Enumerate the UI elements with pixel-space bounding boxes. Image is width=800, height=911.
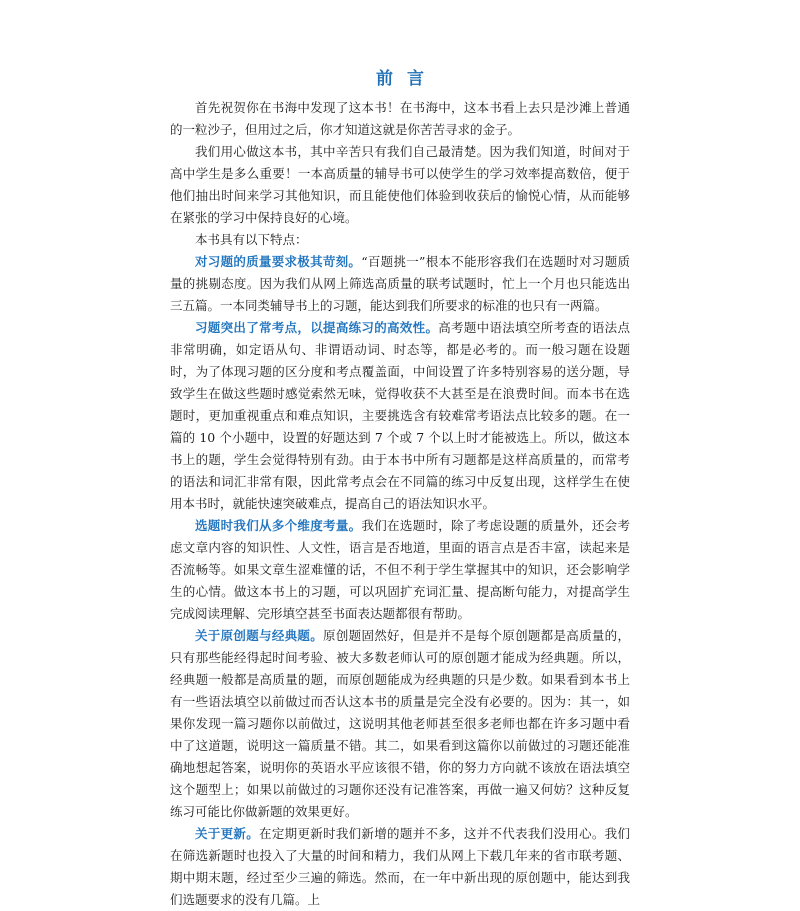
title-char-2: 言 [407, 69, 424, 89]
paragraph-text: 我们在选题时，除了考虑设题的质量外，还会考虑文章内容的知识性、人文性，语言是否地道，里面的语言点是否丰富，读起来是否流畅等。如果文章生涩难懂的话，不但不利于学生掌握其中的知识，还会影响学生的心情。做这本书上的习题，可以巩固扩充词汇量、提高断句能力，对提高学生完成阅读理解、完形填空甚至书面表达题都很有帮助。 [170, 518, 630, 621]
paragraph-text: 我们用心做这本书，其中辛苦只有我们自己最清楚。因为我们知道，时间对于高中学生是多么重要！一本高质量的辅导书可以使学生的学习效率提高数倍，便于他们抽出时间来学习其他知识，而且能使他们体验到收获后的愉悦心情，从而能够在紧张的学习中保持良好的心境。 [170, 144, 630, 225]
paragraph-text: 首先祝贺你在书海中发现了这本书！在书海中，这本书看上去只是沙滩上普通的一粒沙子，但用过之后，你才知道这就是你苦苦寻求的金子。 [170, 100, 630, 137]
title-char-1: 前 [376, 69, 393, 89]
paragraph-feature-update [170, 823, 630, 911]
paragraph-text: 本书具有以下特点： [195, 232, 308, 247]
paragraph-feature-key-points [170, 317, 630, 515]
feature-heading: 习题突出了常考点，以提高练习的高效性。 [195, 320, 439, 335]
preface-body [170, 97, 630, 911]
feature-heading: 对习题的质量要求极其苛刻。 [195, 254, 362, 269]
paragraph-text: “百题挑一”根本不能形容我们在选题时对习题质量的挑剔态度。因为我们从网上筛选高质量的联考试题时，忙上一个月也只能选出三五篇。一本同类辅导书上的习题，能达到我们所要求的标准的也只有一两篇。 [170, 254, 630, 313]
paragraph-feature-dimensions [170, 515, 630, 625]
feature-heading: 选题时我们从多个维度考量。 [195, 518, 362, 533]
paragraph-features-intro [170, 229, 630, 251]
paragraph-feature-quality [170, 251, 630, 317]
page-title [0, 64, 800, 89]
paragraph-text: 在定期更新时我们新增的题并不多，这并不代表我们没用心。我们在筛选新题时也投入了大量的时间和精力，我们从网上下载几年来的省市联考题、期中期末题，经过至少三遍的筛选。然而，在一年中新出现的原创题中，能达到我们选题要求的没有几篇。上 [170, 826, 630, 907]
paragraph-text: 原创题固然好，但是并不是每个原创题都是高质量的，只有那些能经得起时间考验、被大多数老师认可的原创题才能成为经典题。所以，经典题一般都是高质量的题，而原创题能成为经典题的只是少数。如果看到本书上有一些语法填空以前做过而否认这本书的质量是完全没有必要的。因为：其一，如果你发现一篇习题你以前做过，这说明其他老师甚至很多老师也都在许多习题中看中了这道题，说明这一篇质量不错。其二，如果看到这篇你以前做过的习题还能准确地想起答案，说明你的英语水平应该很不错，你的努力方向就不该放在语法填空这个题型上；如果以前做过的习题你还没有记准答案，再做一遍又何妨？这种反复练习可能比你做新题的效果更好。 [170, 628, 630, 819]
feature-heading: 关于更新。 [195, 826, 260, 841]
paragraph-text: 高考题中语法填空所考查的语法点非常明确，如定语从句、非谓语动词、时态等，都是必考的。而一般习题在设题时，为了体现习题的区分度和考点覆盖面，中间设置了许多特别容易的送分题，导致学生在做这些题时感觉索然无味，觉得收获不大甚至是在浪费时间。而本书在选题时，更加重视重点和难点知识，主要挑选含有较难常考语法点比较多的题。在一篇的 10 个小题中，设置的好题达到 7 个或 7 个以上时才能被选上。所以，做这本书上的题，学生会觉得特别有劲。由于本书中所有习题都是这样高质量的，而常考的语法和词汇非常有限，因此常考点会在不同篇的练习中反复出现，这样学生在使用本书时，就能快速突破难点，提高自己的语法知识水平。 [170, 320, 630, 511]
feature-heading: 关于原创题与经典题。 [195, 628, 324, 643]
paragraph-motivation [170, 141, 630, 229]
paragraph-feature-original [170, 625, 630, 823]
paragraph-intro [170, 97, 630, 141]
